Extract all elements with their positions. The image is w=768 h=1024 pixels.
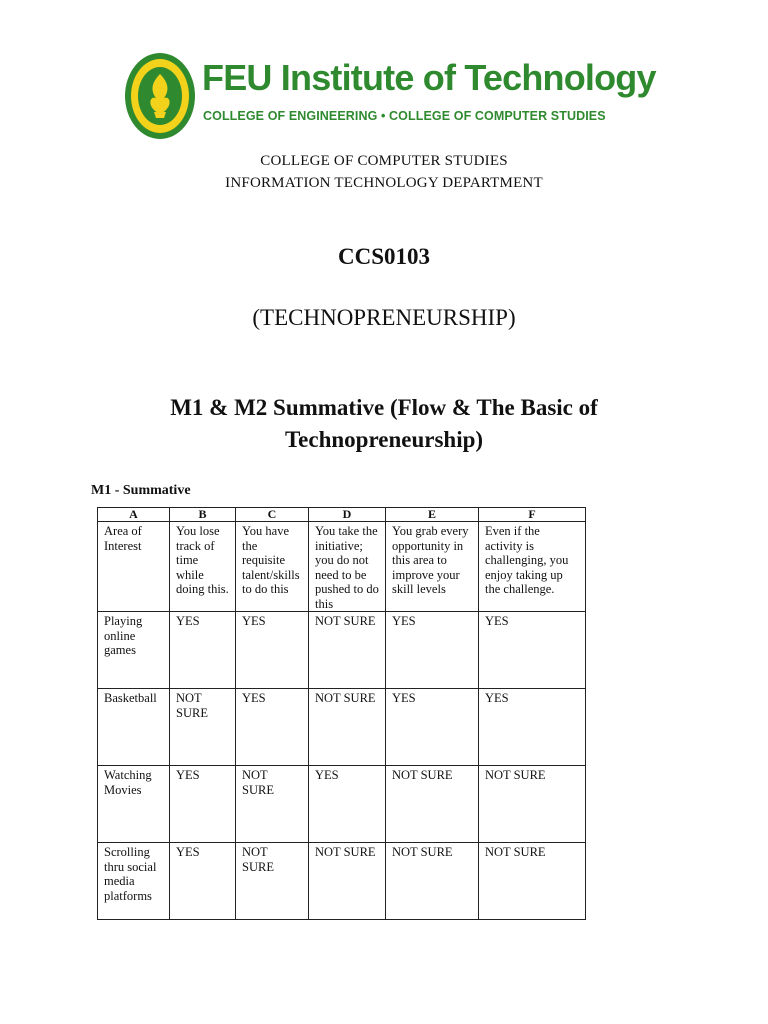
criteria-cell: You take the initiative; you do not need to be pushed to do this: [309, 522, 386, 612]
answer-cell: NOT SURE: [236, 766, 309, 843]
answer-cell: NOT SURE: [309, 612, 386, 689]
answer-cell: NOT SURE: [386, 843, 479, 920]
college-department-block: [0, 150, 768, 194]
interest-cell: Playing online games: [98, 612, 170, 689]
column-letter: B: [170, 508, 236, 522]
answer-cell: NOT SURE: [170, 689, 236, 766]
answer-cell: YES: [479, 612, 586, 689]
answer-cell: YES: [170, 612, 236, 689]
column-letter-row: [98, 508, 586, 522]
answer-cell: YES: [236, 689, 309, 766]
column-letter: A: [98, 508, 170, 522]
answer-cell: NOT SURE: [479, 766, 586, 843]
answer-cell: YES: [236, 612, 309, 689]
column-letter: E: [386, 508, 479, 522]
institution-header: [124, 52, 656, 144]
answer-cell: NOT SURE: [386, 766, 479, 843]
college-name: COLLEGE OF COMPUTER STUDIES: [260, 153, 508, 169]
flow-assessment-table: [97, 507, 586, 920]
summative-title-line-2: Technopreneurship): [284, 427, 484, 452]
answer-cell: YES: [170, 766, 236, 843]
criteria-cell: Area of Interest: [98, 522, 170, 612]
course-name: (TECHNOPRENEURSHIP): [252, 305, 516, 330]
answer-cell: NOT SURE: [309, 843, 386, 920]
answer-cell: YES: [170, 843, 236, 920]
criteria-cell: You lose track of time while doing this.: [170, 522, 236, 612]
criteria-cell: You grab every opportunity in this area to improve your skill levels: [386, 522, 479, 612]
table-row: [98, 689, 586, 766]
criteria-header-row: [98, 522, 586, 612]
answer-cell: NOT SURE: [236, 843, 309, 920]
feu-tech-seal-logo: [124, 52, 196, 140]
brand-name: FEU Institute of Technology: [202, 57, 656, 98]
answer-cell: YES: [386, 689, 479, 766]
table-row: [98, 843, 586, 920]
department-name: INFORMATION TECHNOLOGY DEPARTMENT: [225, 175, 543, 191]
criteria-cell: Even if the activity is challenging, you enjoy taking up the challenge.: [479, 522, 586, 612]
table-row: [98, 612, 586, 689]
answer-cell: YES: [386, 612, 479, 689]
answer-cell: NOT SURE: [479, 843, 586, 920]
interest-cell: Watching Movies: [98, 766, 170, 843]
column-letter: C: [236, 508, 309, 522]
column-letter: F: [479, 508, 586, 522]
answer-cell: YES: [309, 766, 386, 843]
summative-title-line-1: M1 & M2 Summative (Flow & The Basic of: [170, 395, 598, 420]
answer-cell: NOT SURE: [309, 689, 386, 766]
criteria-cell: You have the requisite talent/skills to do this: [236, 522, 309, 612]
summative-title: [120, 392, 648, 456]
brand-subtitle: COLLEGE OF ENGINEERING • COLLEGE OF COMPUTER STUDIES: [203, 109, 606, 123]
column-letter: D: [309, 508, 386, 522]
course-code: CCS0103: [337, 244, 430, 269]
table-row: [98, 766, 586, 843]
interest-cell: Scrolling thru social media platforms: [98, 843, 170, 920]
m1-section-label: M1 - Summative: [91, 483, 191, 498]
interest-cell: Basketball: [98, 689, 170, 766]
answer-cell: YES: [479, 689, 586, 766]
